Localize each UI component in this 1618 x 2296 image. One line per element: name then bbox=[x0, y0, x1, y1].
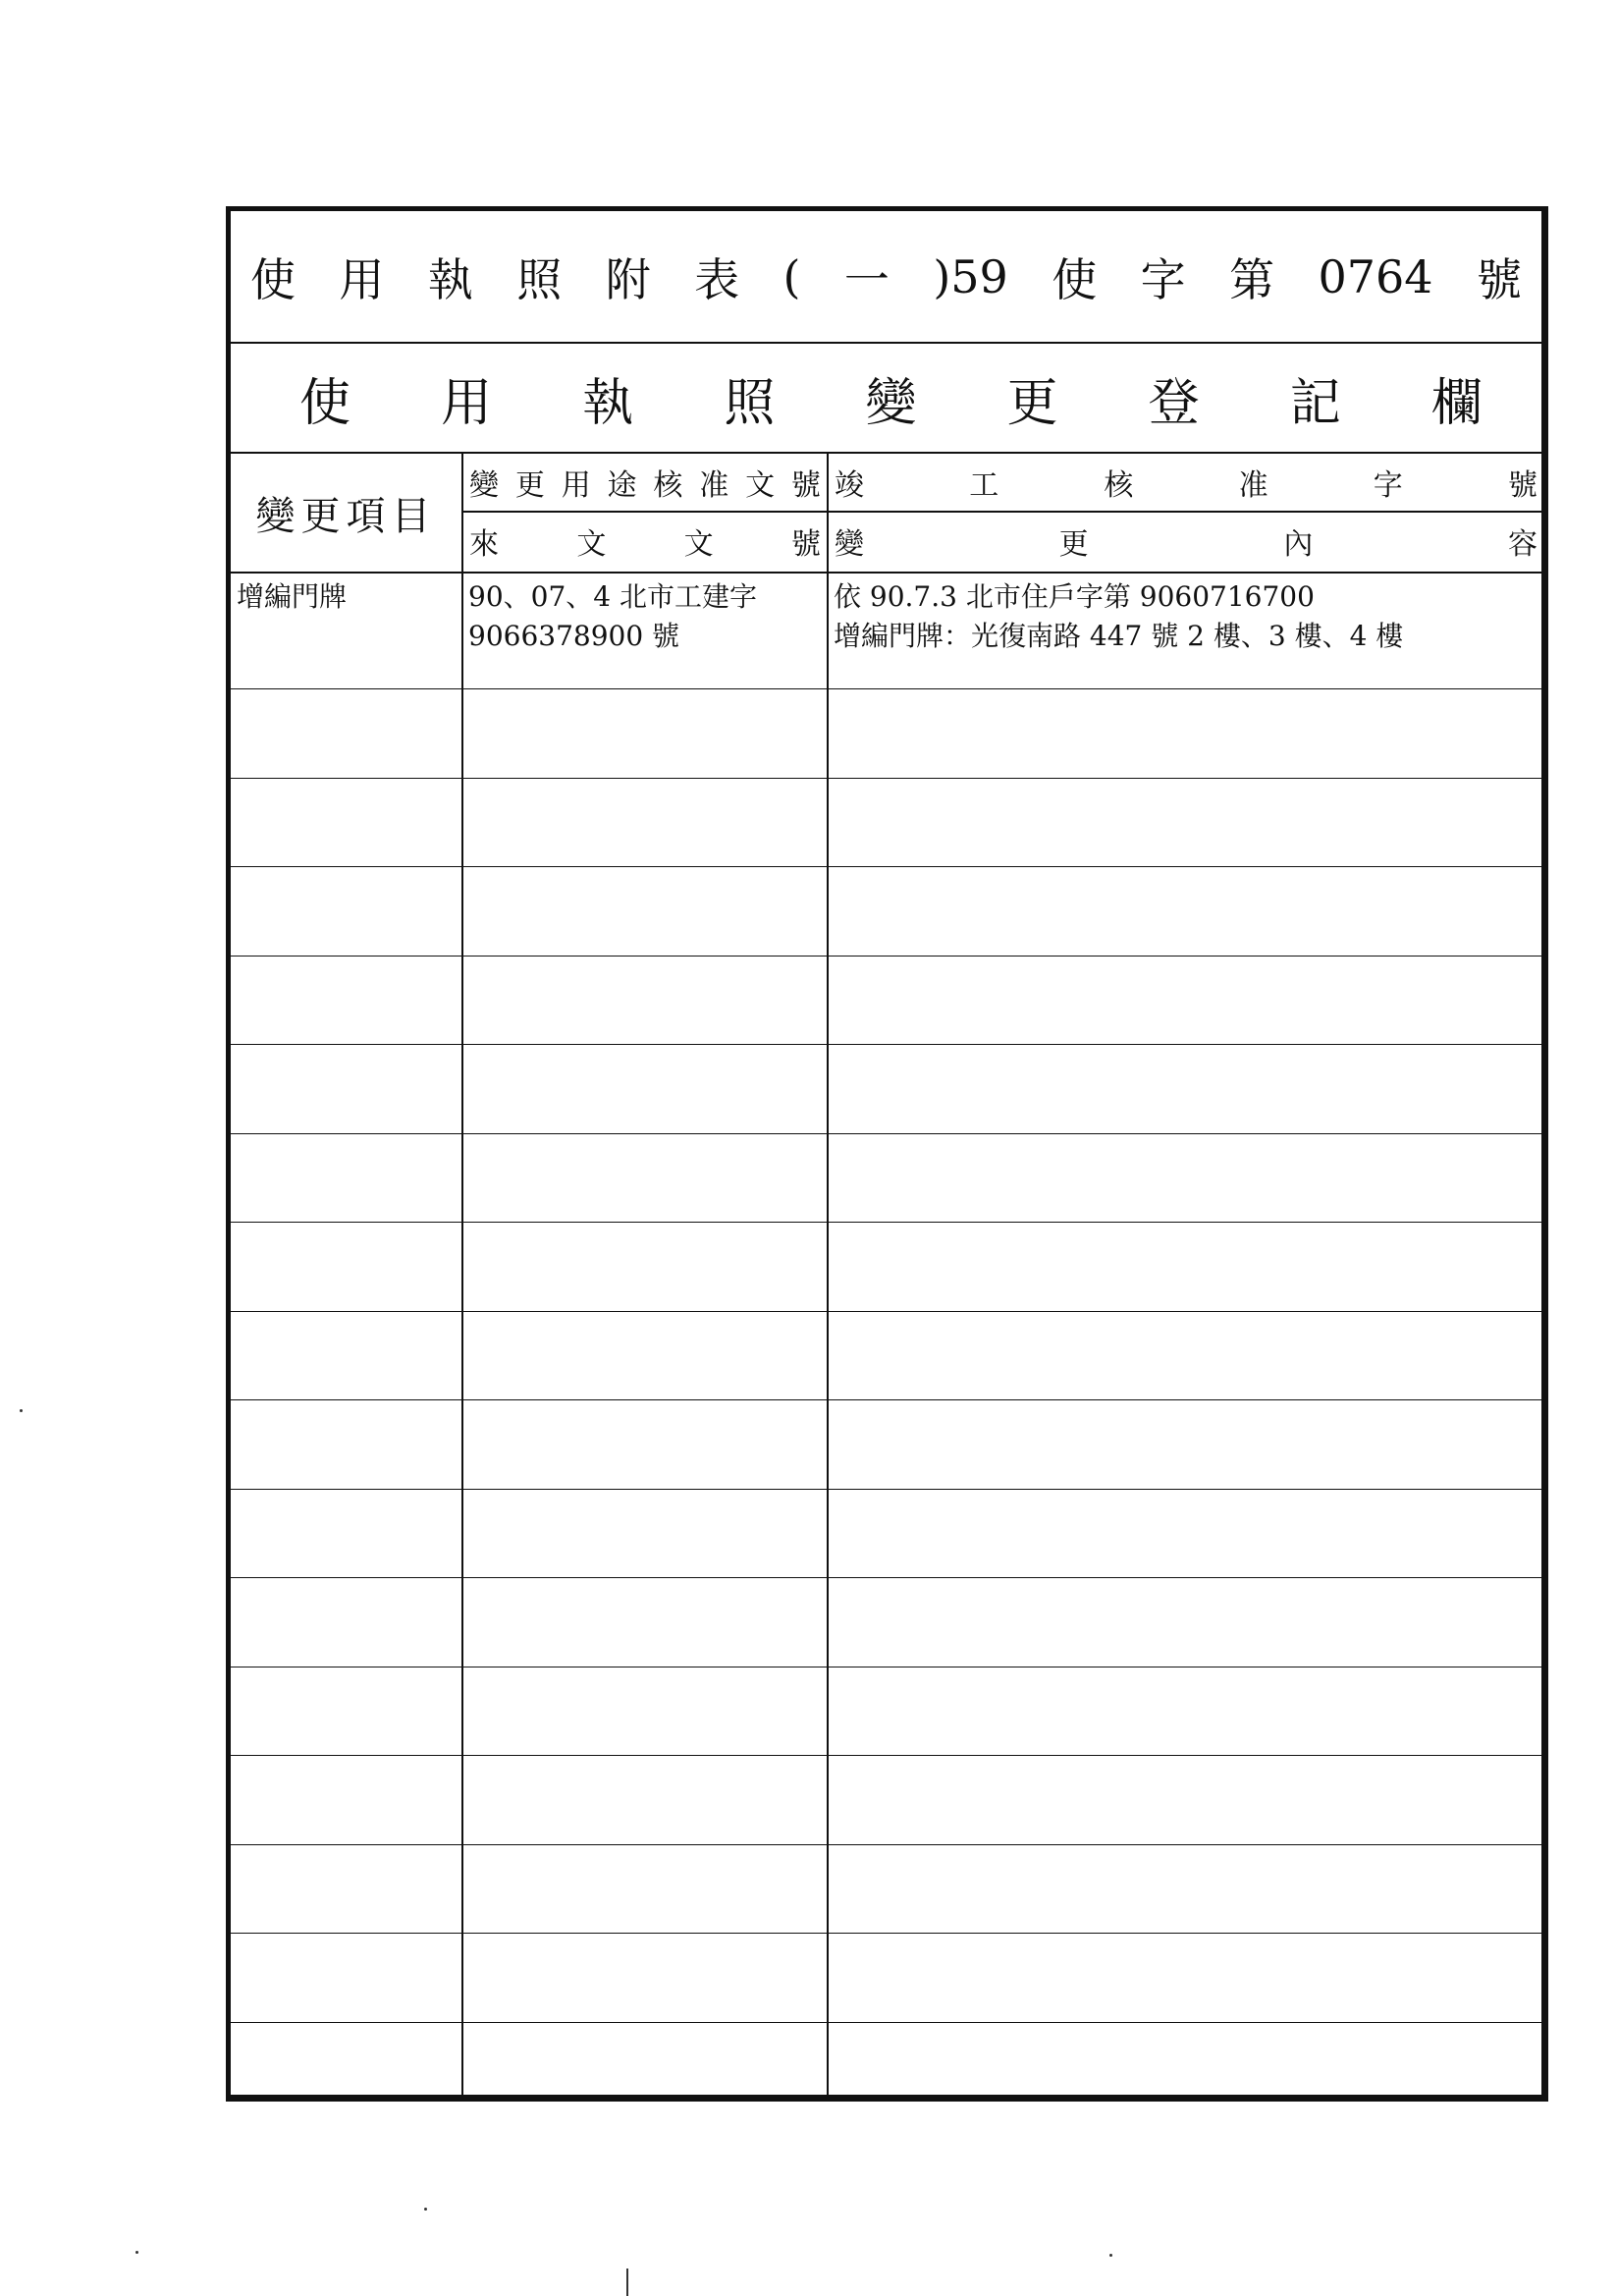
heading-char: 照 bbox=[724, 373, 776, 433]
header-char: 核 bbox=[653, 468, 683, 503]
header-incoming-doc-no bbox=[463, 513, 827, 570]
heading-char: 更 bbox=[1006, 373, 1058, 433]
heading-char: 執 bbox=[582, 373, 634, 433]
entry-content-line-1: 依 90.7.3 北市住戶字第 9060716700 bbox=[834, 580, 1315, 613]
license-table bbox=[226, 206, 1548, 2102]
header-char: 文 bbox=[576, 527, 607, 562]
header-char: 更 bbox=[514, 468, 545, 503]
table-row bbox=[231, 1400, 1541, 1490]
title-char: 照 bbox=[516, 252, 563, 306]
header-char: 准 bbox=[1238, 468, 1268, 503]
title-char: 用 bbox=[339, 252, 385, 306]
title-char: 使 bbox=[250, 252, 296, 306]
header-completion-no bbox=[829, 454, 1543, 511]
header-char: 竣 bbox=[835, 468, 864, 503]
title-char: )59 bbox=[933, 249, 1008, 303]
heading-char: 登 bbox=[1148, 373, 1200, 433]
heading-char: 用 bbox=[441, 373, 493, 433]
table-row bbox=[231, 779, 1541, 868]
header-char: 文 bbox=[683, 527, 714, 562]
scan-mark bbox=[626, 2269, 628, 2296]
header-change-content bbox=[829, 513, 1543, 570]
header-char: 容 bbox=[1507, 527, 1537, 562]
table-row bbox=[231, 1845, 1541, 1935]
header-char: 號 bbox=[790, 468, 821, 503]
table-row bbox=[231, 957, 1541, 1046]
title-char: 號 bbox=[1477, 252, 1522, 306]
column-divider-1 bbox=[461, 454, 463, 2095]
heading-char: 欄 bbox=[1430, 373, 1483, 433]
header-char: 更 bbox=[1058, 527, 1089, 562]
title-char: 使 bbox=[1052, 252, 1098, 306]
title-char: 字 bbox=[1140, 252, 1186, 306]
table-row bbox=[231, 1134, 1541, 1224]
entry-item: 增編門牌 bbox=[237, 580, 348, 613]
header-char: 來 bbox=[469, 527, 499, 562]
title-char: 表 bbox=[694, 252, 740, 306]
table-row bbox=[231, 689, 1541, 779]
heading-char: 使 bbox=[299, 373, 351, 433]
table-row bbox=[231, 572, 1541, 689]
entry-doc-line-2: 9066378900 號 bbox=[468, 620, 680, 652]
scan-speck bbox=[1109, 2254, 1112, 2257]
entry-doc-line-1: 90、07、4 北市工建字 bbox=[468, 580, 757, 613]
scan-speck bbox=[424, 2208, 427, 2211]
form-title bbox=[231, 211, 1541, 344]
table-row bbox=[231, 2023, 1541, 2112]
header-char: 號 bbox=[1507, 468, 1537, 503]
title-char: 0764 bbox=[1318, 249, 1433, 303]
table-row bbox=[231, 1934, 1541, 2023]
table-row bbox=[231, 867, 1541, 957]
header-char: 內 bbox=[1283, 527, 1314, 562]
header-char: 用 bbox=[561, 468, 591, 503]
header-char: 途 bbox=[607, 468, 637, 503]
header-approval-doc-no bbox=[463, 454, 827, 511]
header-char: 工 bbox=[969, 468, 999, 503]
table-row bbox=[231, 1312, 1541, 1401]
column-header bbox=[231, 454, 1541, 574]
title-char: 第 bbox=[1229, 252, 1275, 306]
table-row bbox=[231, 1223, 1541, 1312]
heading-char: 變 bbox=[865, 373, 917, 433]
section-heading bbox=[231, 344, 1541, 454]
title-char: ( bbox=[782, 249, 801, 303]
scan-speck bbox=[20, 1409, 23, 1412]
header-char: 准 bbox=[699, 468, 729, 503]
title-char: 附 bbox=[605, 252, 651, 306]
header-change-item: 變更項目 bbox=[255, 493, 437, 539]
table-row bbox=[231, 1490, 1541, 1579]
heading-char: 記 bbox=[1289, 373, 1341, 433]
table-row bbox=[231, 1667, 1541, 1757]
header-char: 字 bbox=[1373, 468, 1403, 503]
table-row bbox=[231, 1578, 1541, 1667]
header-char: 文 bbox=[745, 468, 776, 503]
column-divider-2 bbox=[827, 454, 829, 2095]
title-char: 執 bbox=[427, 252, 473, 306]
table-row bbox=[231, 1045, 1541, 1134]
header-char: 核 bbox=[1104, 468, 1134, 503]
header-char: 號 bbox=[790, 527, 821, 562]
scan-speck bbox=[135, 2251, 138, 2254]
header-char: 變 bbox=[835, 527, 864, 562]
header-char: 變 bbox=[469, 468, 499, 503]
table-row bbox=[231, 1756, 1541, 1845]
entry-content-line-2: 增編門牌：光復南路 447 號 2 樓、3 樓、4 樓 bbox=[834, 620, 1404, 652]
title-char: 一 bbox=[843, 252, 890, 306]
